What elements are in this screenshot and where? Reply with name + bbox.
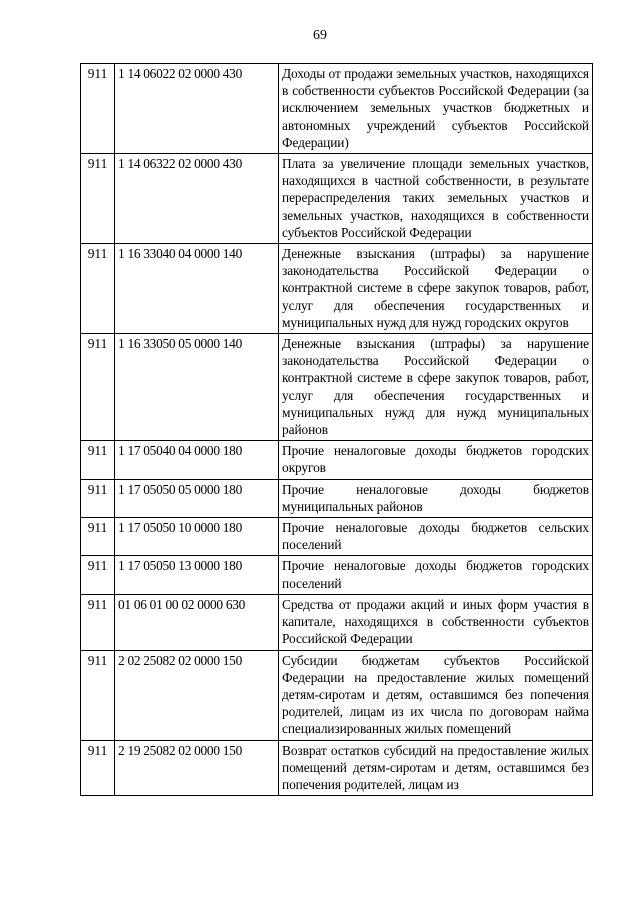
- table-row: [81, 244, 593, 334]
- budget-code-cell: 1 17 05050 05 0000 180: [115, 479, 279, 517]
- budget-code-cell: 2 02 25082 02 0000 150: [115, 650, 279, 740]
- revenue-name-cell: Средства от продажи акций и иных форм участия в капитале, находящихся в собственности субъектов Российской Федерации: [279, 594, 593, 650]
- revenue-name-cell: Плата за увеличение площади земельных участков, находящихся в частной собственности, в результате перераспределения таких земельных участков и земельных участков, находящихся в собственности субъектов Российской Федерации: [279, 154, 593, 244]
- admin-code-cell: 911: [81, 64, 115, 154]
- table-row: [81, 740, 593, 796]
- admin-code-cell: 911: [81, 518, 115, 556]
- revenue-name-cell: Прочие неналоговые доходы бюджетов муниципальных районов: [279, 479, 593, 517]
- admin-code-cell: 911: [81, 740, 115, 796]
- admin-code-cell: 911: [81, 334, 115, 441]
- table-row: [81, 154, 593, 244]
- budget-code-cell: 1 14 06022 02 0000 430: [115, 64, 279, 154]
- revenue-name-cell: Прочие неналоговые доходы бюджетов городских поселений: [279, 556, 593, 594]
- table-row: [81, 441, 593, 479]
- budget-classification-table: [80, 63, 593, 796]
- revenue-name-cell: Денежные взыскания (штрафы) за нарушение законодательства Российской Федерации о контрактной системе в сфере закупок товаров, работ, услуг для обеспечения государственных и муниципальных нужд для нужд муниципальных районов: [279, 334, 593, 441]
- admin-code-cell: 911: [81, 441, 115, 479]
- page-number: 69: [313, 28, 327, 43]
- table-row: [81, 556, 593, 594]
- budget-code-cell: 2 19 25082 02 0000 150: [115, 740, 279, 796]
- revenue-name-cell: Прочие неналоговые доходы бюджетов сельских поселений: [279, 518, 593, 556]
- budget-code-cell: 1 16 33050 05 0000 140: [115, 334, 279, 441]
- admin-code-cell: 911: [81, 244, 115, 334]
- table-row: [81, 334, 593, 441]
- admin-code-cell: 911: [81, 594, 115, 650]
- revenue-name-cell: Субсидии бюджетам субъектов Российской Федерации на предоставление жилых помещений детям-сиротам и детям, оставшимся без попечения родителей, лицам из их числа по договорам найма специализированных жилых помещений: [279, 650, 593, 740]
- table-row: [81, 518, 593, 556]
- budget-code-cell: 01 06 01 00 02 0000 630: [115, 594, 279, 650]
- table-row: [81, 650, 593, 740]
- table-row: [81, 594, 593, 650]
- budget-code-cell: 1 17 05040 04 0000 180: [115, 441, 279, 479]
- budget-code-cell: 1 14 06322 02 0000 430: [115, 154, 279, 244]
- admin-code-cell: 911: [81, 154, 115, 244]
- admin-code-cell: 911: [81, 479, 115, 517]
- budget-code-cell: 1 17 05050 10 0000 180: [115, 518, 279, 556]
- revenue-name-cell: Возврат остатков субсидий на предоставление жилых помещений детям-сиротам и детям, оставшимся без попечения родителей, лицам из: [279, 740, 593, 796]
- table-row: [81, 479, 593, 517]
- admin-code-cell: 911: [81, 556, 115, 594]
- admin-code-cell: 911: [81, 650, 115, 740]
- table-row: [81, 64, 593, 154]
- revenue-name-cell: Прочие неналоговые доходы бюджетов городских округов: [279, 441, 593, 479]
- budget-code-cell: 1 16 33040 04 0000 140: [115, 244, 279, 334]
- revenue-name-cell: Денежные взыскания (штрафы) за нарушение законодательства Российской Федерации о контрактной системе в сфере закупок товаров, работ, услуг для обеспечения государственных и муниципальных нужд для нужд городских округов: [279, 244, 593, 334]
- budget-code-cell: 1 17 05050 13 0000 180: [115, 556, 279, 594]
- revenue-name-cell: Доходы от продажи земельных участков, находящихся в собственности субъектов Российской Федерации (за исключением земельных участков бюджетных и автономных учреждений субъектов Российской Федерации): [279, 64, 593, 154]
